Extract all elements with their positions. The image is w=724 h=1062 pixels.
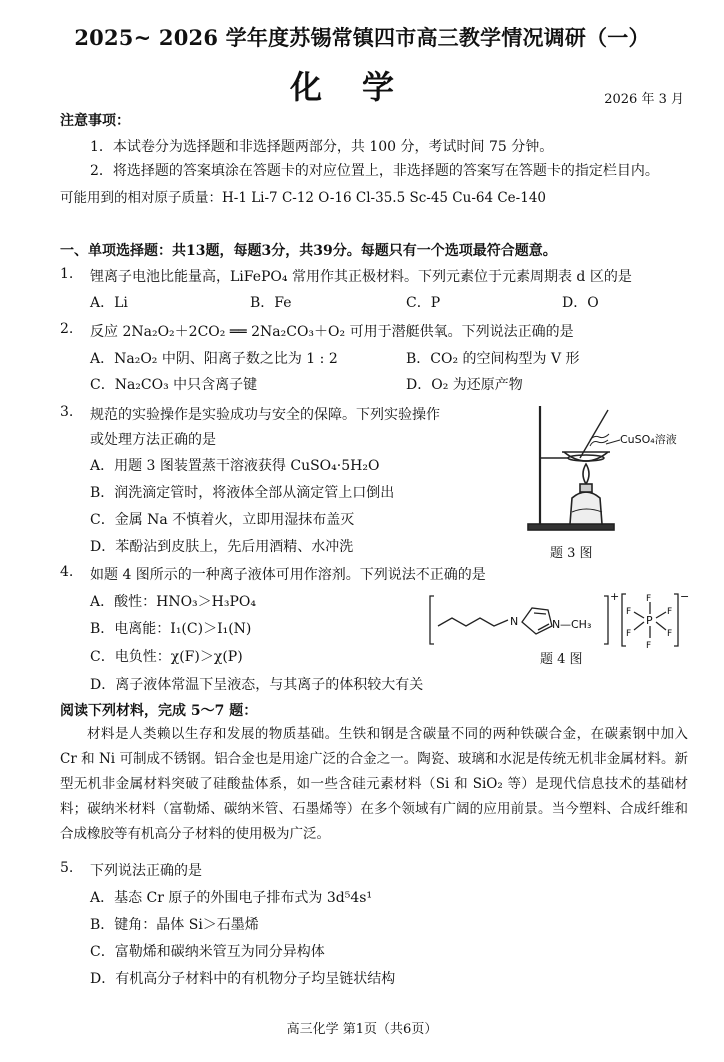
fluorine-atom: F bbox=[667, 629, 673, 639]
fluorine-atom: F bbox=[667, 607, 673, 617]
q4-option-c: C．电负性：χ(F)＞χ(P) bbox=[90, 649, 243, 665]
q4-option-d: D．离子液体常温下呈液态，与其离子的体积较大有关 bbox=[90, 677, 424, 693]
q5-option-d: D．有机高分子材料中的有机物分子均呈链状结构 bbox=[90, 971, 396, 987]
q1-number: 1. bbox=[60, 266, 74, 282]
butyl-chain bbox=[438, 618, 508, 626]
q4-figure-caption: 题 4 图 bbox=[540, 652, 583, 667]
q4-ionic-liquid-figure bbox=[428, 590, 690, 650]
fig3-label: CuSO₄溶液 bbox=[620, 433, 677, 446]
fluorine-atom: F bbox=[646, 594, 652, 604]
p-f-bond bbox=[634, 612, 644, 618]
q5-stem: 下列说法正确的是 bbox=[90, 863, 202, 879]
q2-stem: 反应 2Na₂O₂＋2CO₂ ══ 2Na₂CO₃＋O₂ 可用于潜艇供氧。下列说法正确的是 bbox=[90, 324, 574, 340]
cation-bracket-left bbox=[430, 596, 434, 644]
notice-heading: 注意事项： bbox=[60, 113, 130, 129]
cation-bracket-right bbox=[604, 596, 608, 644]
label-pointer bbox=[606, 440, 620, 444]
q3-option-a: A．用题 3 图装置蒸干溶液获得 CuSO₄·5H₂O bbox=[90, 458, 380, 474]
alcohol-lamp bbox=[570, 492, 602, 524]
phosphorus-atom: P bbox=[646, 614, 653, 627]
lamp-neck bbox=[580, 484, 592, 492]
exam-date: 2026 年 3 月 bbox=[604, 92, 684, 107]
q2-option-a: A．Na₂O₂ 中阴、阳离子数之比为 1 : 2 bbox=[90, 351, 338, 367]
q2-number: 2. bbox=[60, 321, 74, 337]
q3-option-b: B．润洗滴定管时，将液体全部从滴定管上口倒出 bbox=[90, 485, 395, 501]
fluorine-atom: F bbox=[626, 629, 632, 639]
q1-option-c: C．P bbox=[406, 295, 441, 311]
reading-heading: 阅读下列材料，完成 5～7 题： bbox=[60, 703, 258, 719]
anion-bracket-right bbox=[674, 594, 678, 646]
ring-double-bond bbox=[534, 613, 546, 614]
p-f-bond bbox=[634, 622, 644, 630]
methyl-group: —CH₃ bbox=[560, 618, 592, 631]
q3-option-d: D．苯酚沾到皮肤上，先后用酒精、水冲洗 bbox=[90, 539, 354, 555]
q4-option-a: A．酸性：HNO₃＞H₃PO₄ bbox=[90, 594, 256, 610]
glass-rod bbox=[580, 410, 608, 458]
q2-option-c: C．Na₂CO₃ 中只含离子键 bbox=[90, 377, 258, 393]
nitrogen-atom: N bbox=[552, 618, 561, 631]
q3-stem-line2: 或处理方法正确的是 bbox=[90, 432, 216, 448]
fluorine-atom: F bbox=[626, 607, 632, 617]
subject-title: 化学 bbox=[289, 68, 434, 106]
section-heading: 一、单项选择题：共13题，每题3分，共39分。每题只有一个选项最符合题意。 bbox=[60, 243, 557, 259]
q1-option-a: A．Li bbox=[90, 295, 128, 311]
q5-option-a: A．基态 Cr 原子的外围电子排布式为 3d⁵4s¹ bbox=[90, 890, 373, 906]
q3-option-c: C．金属 Na 不慎着火，立即用湿抹布盖灭 bbox=[90, 512, 355, 528]
cation-charge: + bbox=[610, 590, 620, 603]
notice-item-2: 2．将选择题的答案填涂在答题卡的对应位置上，非选择题的答案写在答题卡的指定栏目内。 bbox=[90, 163, 659, 179]
q2-option-b: B．CO₂ 的空间构型为 V 形 bbox=[406, 351, 580, 367]
q5-number: 5. bbox=[60, 860, 74, 876]
vapor-line bbox=[590, 440, 608, 446]
q1-stem: 锂离子电池比能量高，LiFePO₄ 常用作其正极材料。下列元素位于元素周期表 d 区的是 bbox=[90, 269, 632, 285]
exam-title: 2025~ 2026 学年度苏锡常镇四市高三教学情况调研（一） bbox=[74, 25, 650, 50]
q3-stem-line1: 规范的实验操作是实验成功与安全的保障。下列实验操作 bbox=[90, 407, 440, 423]
flame bbox=[583, 464, 589, 484]
stand-base bbox=[528, 524, 614, 530]
q4-stem: 如题 4 图所示的一种离子液体可用作溶剂。下列说法不正确的是 bbox=[90, 567, 486, 583]
q3-number: 3. bbox=[60, 404, 74, 420]
q3-apparatus-figure bbox=[510, 398, 700, 538]
p-f-bond bbox=[656, 622, 666, 630]
fluorine-atom: F bbox=[646, 641, 652, 650]
notice-item-1: 1．本试卷分为选择题和非选择题两部分，共 100 分，考试时间 75 分钟。 bbox=[90, 139, 554, 155]
nitrogen-atom: N bbox=[510, 615, 519, 628]
p-f-bond bbox=[656, 612, 666, 618]
page-footer: 高三化学 第1页（共6页） bbox=[286, 1022, 438, 1037]
imidazolium-ring bbox=[522, 608, 552, 634]
q5-option-b: B．键角：晶体 Si＞石墨烯 bbox=[90, 917, 259, 933]
q4-number: 4. bbox=[60, 564, 74, 580]
q1-option-b: B．Fe bbox=[250, 295, 292, 311]
q5-option-c: C．富勒烯和碳纳米管互为同分异构体 bbox=[90, 944, 325, 960]
reading-passage: 材料是人类赖以生存和发展的物质基础。生铁和钢是含碳量不同的两种铁碳合金，在碳素钢中加入 Cr 和 Ni 可制成不锈钢。铝合金也是用途广泛的合金之一。陶瓷、玻璃和水泥是传统无机非金属材料。新型无机非金属材料突破了硅酸盐体系，如一些含硅元素材料（Si 和 SiO₂ 等）是现代信息技术的基础材料；碳纳米材料（富勒烯、碳纳米管、石墨烯等）在多个领域有广阔的应用前景。当今塑料、合成纤维和合成橡胶等有机高分子材料的使用极为广泛。 bbox=[60, 726, 688, 842]
ring-double-bond bbox=[538, 624, 549, 630]
q2-option-d: D．O₂ 为还原产物 bbox=[406, 377, 523, 393]
q4-option-b: B．电离能：I₁(C)＞I₁(N) bbox=[90, 621, 252, 637]
anion-charge: − bbox=[680, 590, 690, 603]
atomic-masses: 可能用到的相对原子质量：H-1 Li-7 C-12 O-16 Cl-35.5 Sc-45 Cu-64 Ce-140 bbox=[60, 190, 546, 206]
q1-option-d: D．O bbox=[562, 295, 599, 311]
q3-figure-caption: 题 3 图 bbox=[550, 546, 593, 561]
